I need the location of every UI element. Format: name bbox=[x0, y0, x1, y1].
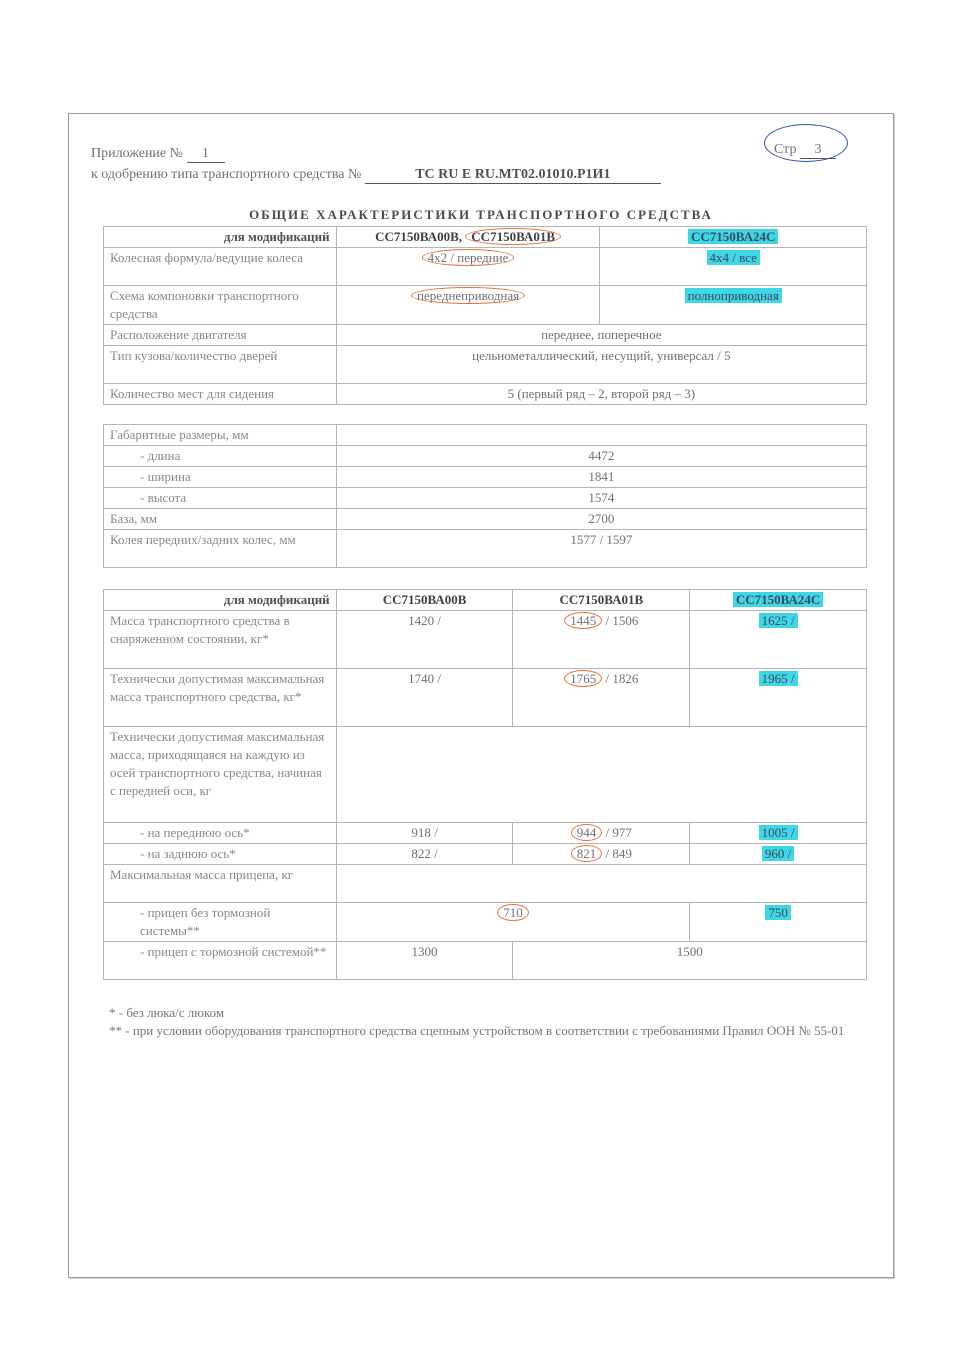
gross-mass-b bbox=[513, 669, 690, 727]
document-title: ОБЩИЕ ХАРАКТЕРИСТИКИ ТРАНСПОРТНОГО СРЕДСТВА bbox=[249, 207, 713, 222]
gross-mass-label: Технически допустимая максимальная масса транспортного средства, кг* bbox=[104, 669, 337, 727]
curb-mass-b1: 1445 bbox=[564, 612, 602, 629]
unbraked-trailer-c: 750 bbox=[765, 905, 791, 920]
page-number-line bbox=[774, 142, 836, 159]
wheelbase-value: 2700 bbox=[336, 509, 866, 530]
wheelbase-label: База, мм bbox=[104, 509, 337, 530]
table-row bbox=[104, 509, 867, 530]
table-row bbox=[104, 865, 867, 903]
mass-modification-b: СС7150ВА01В bbox=[513, 590, 690, 611]
gross-mass-b1: 1765 bbox=[564, 670, 602, 687]
table-row bbox=[104, 384, 867, 405]
dimensions-table bbox=[103, 424, 867, 568]
front-axle-c-cell bbox=[690, 823, 867, 844]
curb-mass-b2: / 1506 bbox=[605, 613, 639, 628]
width-label: - ширина bbox=[104, 467, 337, 488]
unbraked-trailer-ab-cell bbox=[336, 903, 690, 942]
length-value: 4472 bbox=[336, 446, 866, 467]
wheel-formula-c-cell bbox=[600, 248, 867, 286]
engine-position-label: Расположение двигателя bbox=[104, 325, 337, 346]
modification-ab-header bbox=[336, 227, 600, 248]
table-row bbox=[104, 530, 867, 568]
braked-trailer-label: - прицеп с тормозной системой** bbox=[104, 942, 337, 980]
modification-c-header bbox=[600, 227, 867, 248]
appendix-label: Приложение № bbox=[91, 146, 183, 161]
front-axle-b1: 944 bbox=[571, 824, 603, 841]
table-row bbox=[104, 325, 867, 346]
table-row bbox=[104, 248, 867, 286]
table-row bbox=[104, 727, 867, 823]
braked-trailer-a: 1300 bbox=[336, 942, 513, 980]
table-row bbox=[104, 590, 867, 611]
layout-label: Схема компоновки транспортного средства bbox=[104, 286, 337, 325]
curb-mass-c: 1625 / bbox=[759, 613, 798, 628]
approval-line bbox=[91, 167, 661, 184]
footnote-2: ** - при условии оборудования транспортного средства сцепным устройством в соответствии с требованиями Правил ООН № 55-01 bbox=[109, 1023, 845, 1038]
footnotes bbox=[109, 1004, 869, 1040]
mass-table bbox=[103, 589, 867, 980]
table-row bbox=[104, 823, 867, 844]
rear-axle-c: 960 / bbox=[762, 846, 794, 861]
unbraked-trailer-label: - прицеп без тормозной системы** bbox=[104, 903, 337, 942]
engine-position-value: переднее, поперечное bbox=[336, 325, 866, 346]
table-row bbox=[104, 903, 867, 942]
approval-label: к одобрению типа транспортного средства № bbox=[91, 167, 362, 182]
dimensions-empty-cell bbox=[336, 425, 866, 446]
height-label: - высота bbox=[104, 488, 337, 509]
length-label: - длина bbox=[104, 446, 337, 467]
general-characteristics-table bbox=[103, 226, 867, 405]
front-axle-b2: / 977 bbox=[605, 825, 632, 840]
table-row bbox=[104, 467, 867, 488]
page-label: Стр bbox=[774, 142, 797, 157]
track-value: 1577 / 1597 bbox=[336, 530, 866, 568]
appendix-number: 1 bbox=[187, 146, 225, 163]
mass-modification-a: СС7150ВА00В bbox=[336, 590, 513, 611]
document-page bbox=[68, 113, 894, 1278]
rear-axle-b1: 821 bbox=[571, 845, 603, 862]
wheel-formula-c: 4x4 / все bbox=[707, 250, 760, 265]
gross-mass-a: 1740 / bbox=[336, 669, 513, 727]
trailer-mass-label: Максимальная масса прицепа, кг bbox=[104, 865, 337, 903]
front-axle-a: 918 / bbox=[336, 823, 513, 844]
axle-mass-empty-cell bbox=[336, 727, 866, 823]
mass-modifications-header: для модификаций bbox=[104, 590, 337, 611]
curb-mass-c-cell bbox=[690, 611, 867, 669]
front-axle-label: - на переднюю ось* bbox=[104, 823, 337, 844]
modification-a-label: СС7150ВА00В, bbox=[375, 229, 463, 244]
body-type-label: Тип кузова/количество дверей bbox=[104, 346, 337, 384]
rear-axle-b bbox=[513, 844, 690, 865]
axle-mass-label: Технически допустимая максимальная масса, приходящаяся на каждую из осей транспортного средства, начиная с передней оси, кг bbox=[104, 727, 337, 823]
table-row bbox=[104, 425, 867, 446]
height-value: 1574 bbox=[336, 488, 866, 509]
gross-mass-c: 1965 / bbox=[759, 671, 798, 686]
unbraked-trailer-c-cell bbox=[690, 903, 867, 942]
layout-c: полноприводная bbox=[685, 288, 782, 303]
dimensions-label: Габаритные размеры, мм bbox=[104, 425, 337, 446]
table-row bbox=[104, 446, 867, 467]
rear-axle-b2: / 849 bbox=[605, 846, 632, 861]
table-row bbox=[104, 669, 867, 727]
braked-trailer-bc: 1500 bbox=[513, 942, 867, 980]
layout-c-cell bbox=[600, 286, 867, 325]
table-row bbox=[104, 346, 867, 384]
table-row bbox=[104, 844, 867, 865]
body-type-value: цельнометаллический, несущий, универсал / 5 bbox=[336, 346, 866, 384]
curb-mass-label: Масса транспортного средства в снаряженном состоянии, кг* bbox=[104, 611, 337, 669]
table-row bbox=[104, 286, 867, 325]
table-row bbox=[104, 488, 867, 509]
layout-ab: переднеприводная bbox=[411, 287, 525, 304]
mass-modification-c: СС7150ВА24С bbox=[733, 592, 823, 607]
wheel-formula-ab: 4x2 / передние bbox=[422, 249, 515, 266]
modification-c-label: СС7150ВА24С bbox=[688, 229, 778, 244]
layout-ab-cell bbox=[336, 286, 600, 325]
table-row bbox=[104, 227, 867, 248]
wheel-formula-label: Колесная формула/ведущие колеса bbox=[104, 248, 337, 286]
track-label: Колея передних/задних колес, мм bbox=[104, 530, 337, 568]
table-row bbox=[104, 942, 867, 980]
front-axle-b bbox=[513, 823, 690, 844]
curb-mass-b bbox=[513, 611, 690, 669]
front-axle-c: 1005 / bbox=[759, 825, 798, 840]
table-row bbox=[104, 611, 867, 669]
curb-mass-a: 1420 / bbox=[336, 611, 513, 669]
unbraked-trailer-ab: 710 bbox=[497, 904, 529, 921]
appendix-line bbox=[91, 146, 225, 163]
width-value: 1841 bbox=[336, 467, 866, 488]
approval-number: ТС RU E RU.МТ02.01010.Р1И1 bbox=[365, 167, 661, 184]
rear-axle-a: 822 / bbox=[336, 844, 513, 865]
page-number: 3 bbox=[800, 142, 836, 159]
seats-value: 5 (первый ряд – 2, второй ряд – 3) bbox=[336, 384, 866, 405]
gross-mass-c-cell bbox=[690, 669, 867, 727]
wheel-formula-ab-cell bbox=[336, 248, 600, 286]
rear-axle-c-cell bbox=[690, 844, 867, 865]
modification-b-label: СС7150ВА01В bbox=[465, 228, 561, 245]
mass-modification-c-cell bbox=[690, 590, 867, 611]
gross-mass-b2: / 1826 bbox=[605, 671, 639, 686]
footnote-1: * - без люка/с люком bbox=[109, 1005, 225, 1020]
seats-label: Количество мест для сидения bbox=[104, 384, 337, 405]
trailer-mass-empty-cell bbox=[336, 865, 866, 903]
modifications-header: для модификаций bbox=[104, 227, 337, 248]
rear-axle-label: - на заднюю ось* bbox=[104, 844, 337, 865]
